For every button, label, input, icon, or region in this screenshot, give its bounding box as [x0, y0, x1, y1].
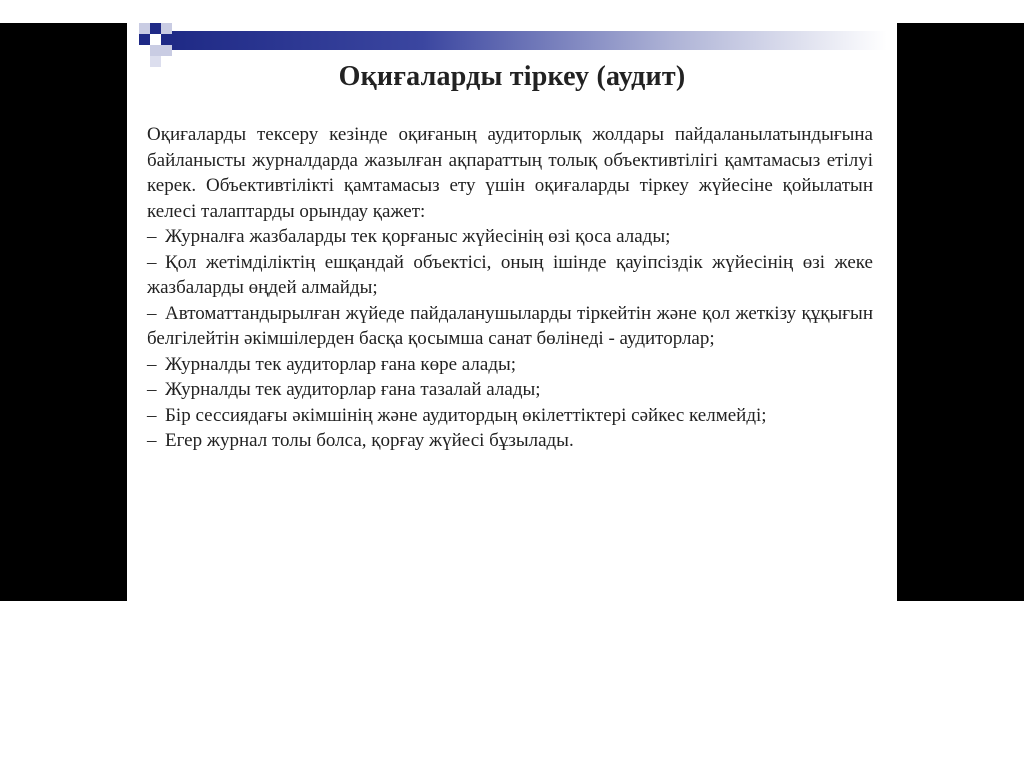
dash-marker: –	[147, 353, 157, 375]
list-item	[147, 250, 873, 301]
slide-body	[147, 122, 873, 454]
list-item	[147, 352, 873, 378]
intro-paragraph: Оқиғаларды тексеру кезінде оқиғаның аудиторлық жолдары пайдаланылатындығына байланысты журналдарда жазылған ақпараттың толық объективтілігі қамтамасыз етілуі керек. Объективтілікті қамтамасыз ету үшін оқиғаларды тіркеу жүйесіне қойылатын келесі талаптарды орындау қажет:	[147, 124, 873, 222]
list-item-text: Бір сессиядағы әкімшінің және аудитордың өкілеттіктері сәйкес келмейді;	[165, 404, 767, 426]
list-item-text: Журналды тек аудиторлар ғана тазалай алады;	[165, 379, 541, 400]
list-item-text: Автоматтандырылған жүйеде пайдаланушыларды тіркейтін және қол жеткізу құқығын белгілейтін әкімшілерден басқа қосымша санат бөлінеді - аудиторлар;	[147, 302, 873, 349]
list-item-text: Қол жетімділіктің ешқандай объектісі, оның ішінде қауіпсіздік жүйесінің өзі жеке жазбаларды өңдей алмайды;	[147, 251, 873, 298]
dash-marker: –	[147, 379, 157, 400]
list-item	[147, 428, 873, 454]
list-item	[147, 377, 873, 403]
slide-title: Оқиғаларды тіркеу (аудит)	[338, 61, 686, 92]
dash-marker: –	[147, 302, 157, 324]
list-item-text: Егер журнал толы болса, қорғау жүйесі бұзылады.	[165, 430, 574, 451]
list-item-text: Журналды тек аудиторлар ғана көре алады;	[165, 353, 517, 375]
list-item	[147, 301, 873, 352]
list-item	[147, 224, 873, 250]
list-item	[147, 403, 873, 429]
dash-marker: –	[147, 404, 157, 426]
dash-marker: –	[147, 251, 157, 273]
slide	[127, 23, 897, 601]
dash-marker: –	[147, 226, 157, 247]
decorative-gradient-bar	[172, 31, 887, 50]
dash-marker: –	[147, 430, 157, 451]
list-item-text: Журналға жазбаларды тек қорғаныс жүйесінің өзі қоса алады;	[165, 226, 671, 247]
